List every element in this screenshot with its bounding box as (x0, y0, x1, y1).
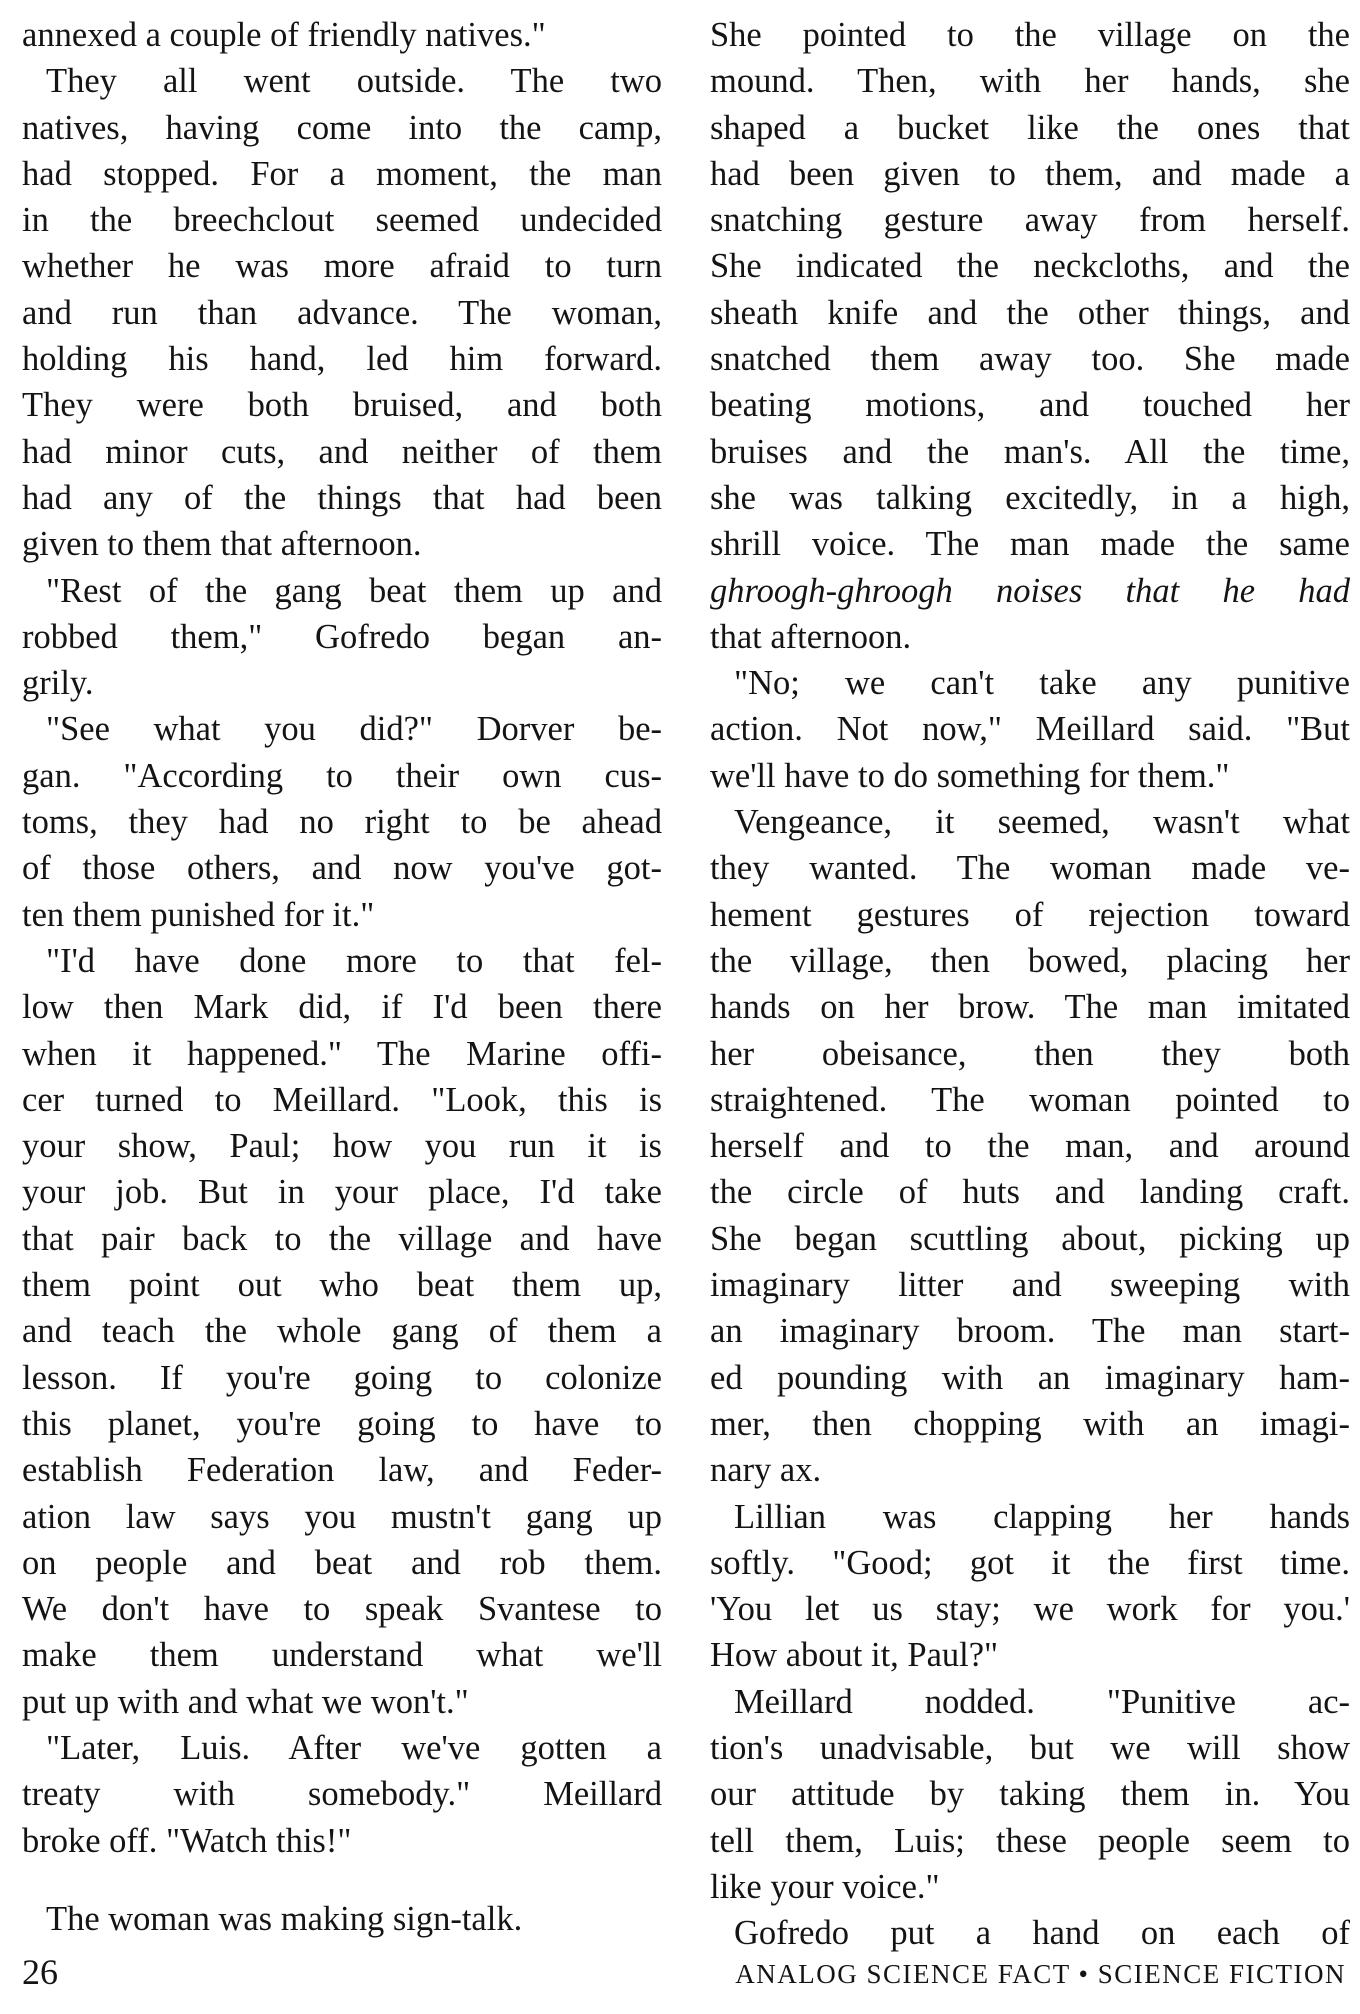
text-line: had been given to them, and made a (710, 154, 1350, 193)
text-line: lesson. If you're going to colonize (22, 1358, 662, 1397)
text-line: How about it, Paul?" (710, 1636, 999, 1675)
text-line: that pair back to the village and have (22, 1219, 662, 1258)
text-line: had any of the things that had been (22, 478, 662, 517)
text-line: grily. (22, 664, 94, 703)
text-line: put up with and what we won't." (22, 1682, 469, 1721)
text-line: had minor cuts, and neither of them (22, 432, 662, 471)
text-line: ghroogh-ghroogh noises that he had (710, 571, 1350, 610)
text-line: make them understand what we'll (22, 1636, 662, 1675)
text-line: in the breechclout seemed undecided (22, 201, 662, 240)
text-line: snatched them away too. She made (710, 340, 1350, 379)
text-line: your job. But in your place, I'd take (22, 1173, 662, 1212)
text-line: Meillard nodded. "Punitive ac- (734, 1682, 1350, 1721)
text-line: 'You let us stay; we work for you.' (710, 1590, 1350, 1629)
text-line: gan. "According to their own cus- (22, 756, 662, 795)
text-line: "Rest of the gang beat them up and (46, 571, 662, 610)
text-line: Gofredo put a hand on each of (734, 1914, 1350, 1953)
right-text-column (710, 12, 1350, 1956)
text-line: ed pounding with an imaginary ham- (710, 1358, 1350, 1397)
text-line: bruises and the man's. All the time, (710, 432, 1350, 471)
text-line: toms, they had no right to be ahead (22, 803, 662, 842)
text-line: "See what you did?" Dorver be- (46, 710, 662, 749)
text-line: hement gestures of rejection toward (710, 895, 1350, 934)
running-footer (735, 1958, 1346, 1990)
text-line: The woman was making sign-talk. (46, 1899, 523, 1938)
text-line: We don't have to speak Svantese to (22, 1590, 662, 1629)
text-line: given to them that afternoon. (22, 525, 422, 564)
text-line: them point out who beat them up, (22, 1266, 662, 1305)
text-line: treaty with somebody." Meillard (22, 1775, 662, 1814)
text-line: your show, Paul; how you run it is (22, 1127, 662, 1166)
text-line: an imaginary broom. The man start- (710, 1312, 1350, 1351)
text-line: imaginary litter and sweeping with (710, 1266, 1350, 1305)
text-line: sheath knife and the other things, and (710, 293, 1350, 332)
text-line: broke off. "Watch this!" (22, 1821, 352, 1860)
text-line: cer turned to Meillard. "Look, this is (22, 1080, 662, 1119)
left-text-column (22, 12, 662, 1942)
text-line: she was talking excitedly, in a high, (710, 478, 1350, 517)
page-number: 26 (22, 1952, 58, 1992)
text-line: She indicated the neckcloths, and the (710, 247, 1350, 286)
magazine-section: SCIENCE FICTION (1097, 1959, 1346, 1989)
text-line: the village, then bowed, placing her (710, 941, 1350, 980)
text-line: this planet, you're going to have to (22, 1404, 662, 1443)
text-line: hands on her brow. The man imitated (710, 988, 1350, 1027)
text-line: softly. "Good; got it the first time. (710, 1543, 1350, 1582)
text-line: tion's unadvisable, but we will show (710, 1728, 1350, 1767)
text-line: "No; we can't take any punitive (734, 664, 1350, 703)
text-line: on people and beat and rob them. (22, 1543, 662, 1582)
text-line: tell them, Luis; these people seem to (710, 1821, 1350, 1860)
text-line: shrill voice. The man made the same (710, 525, 1350, 564)
text-line: like your voice." (710, 1867, 940, 1906)
magazine-title: ANALOG SCIENCE FACT (735, 1959, 1071, 1989)
text-line: Lillian was clapping her hands (734, 1497, 1350, 1536)
text-line: they wanted. The woman made ve- (710, 849, 1350, 888)
text-line: nary ax. (710, 1451, 822, 1490)
text-line: snatching gesture away from herself. (710, 201, 1350, 240)
text-line: She pointed to the village on the (710, 16, 1350, 54)
text-line: straightened. The woman pointed to (710, 1080, 1350, 1119)
text-line: "Later, Luis. After we've gotten a (46, 1728, 662, 1767)
text-line: action. Not now," Meillard said. "But (710, 710, 1350, 749)
text-line: She began scuttling about, picking up (710, 1219, 1350, 1258)
text-line: They were both bruised, and both (22, 386, 662, 425)
footer-separator: • (1078, 1959, 1090, 1989)
text-line: low then Mark did, if I'd been there (22, 988, 662, 1027)
text-line: ation law says you mustn't gang up (22, 1497, 662, 1536)
text-line: when it happened." The Marine offi- (22, 1034, 662, 1073)
text-line: natives, having come into the camp, (22, 108, 662, 147)
text-line: and teach the whole gang of them a (22, 1312, 662, 1351)
text-line: we'll have to do something for them." (710, 756, 1230, 795)
text-line: our attitude by taking them in. You (710, 1775, 1350, 1814)
text-line: holding his hand, led him forward. (22, 340, 662, 379)
text-line: her obeisance, then they both (710, 1034, 1350, 1073)
text-line: annexed a couple of friendly natives." (22, 16, 546, 54)
text-line: herself and to the man, and around (710, 1127, 1350, 1166)
text-line: whether he was more afraid to turn (22, 247, 662, 286)
text-line: ten them punished for it." (22, 895, 375, 934)
text-line: They all went outside. The two (46, 62, 662, 101)
text-line: that afternoon. (710, 617, 912, 656)
text-line: shaped a bucket like the ones that (710, 108, 1350, 147)
text-line: establish Federation law, and Feder- (22, 1451, 662, 1490)
text-line: robbed them," Gofredo began an- (22, 617, 662, 656)
text-line: mer, then chopping with an imagi- (710, 1404, 1350, 1443)
text-line: and run than advance. The woman, (22, 293, 662, 332)
text-line: of those others, and now you've got- (22, 849, 662, 888)
text-line: mound. Then, with her hands, she (710, 62, 1350, 101)
text-line: beating motions, and touched her (710, 386, 1350, 425)
text-line: the circle of huts and landing craft. (710, 1173, 1350, 1212)
text-line: "I'd have done more to that fel- (46, 941, 662, 980)
text-line: had stopped. For a moment, the man (22, 154, 662, 193)
text-line: Vengeance, it seemed, wasn't what (734, 803, 1350, 842)
